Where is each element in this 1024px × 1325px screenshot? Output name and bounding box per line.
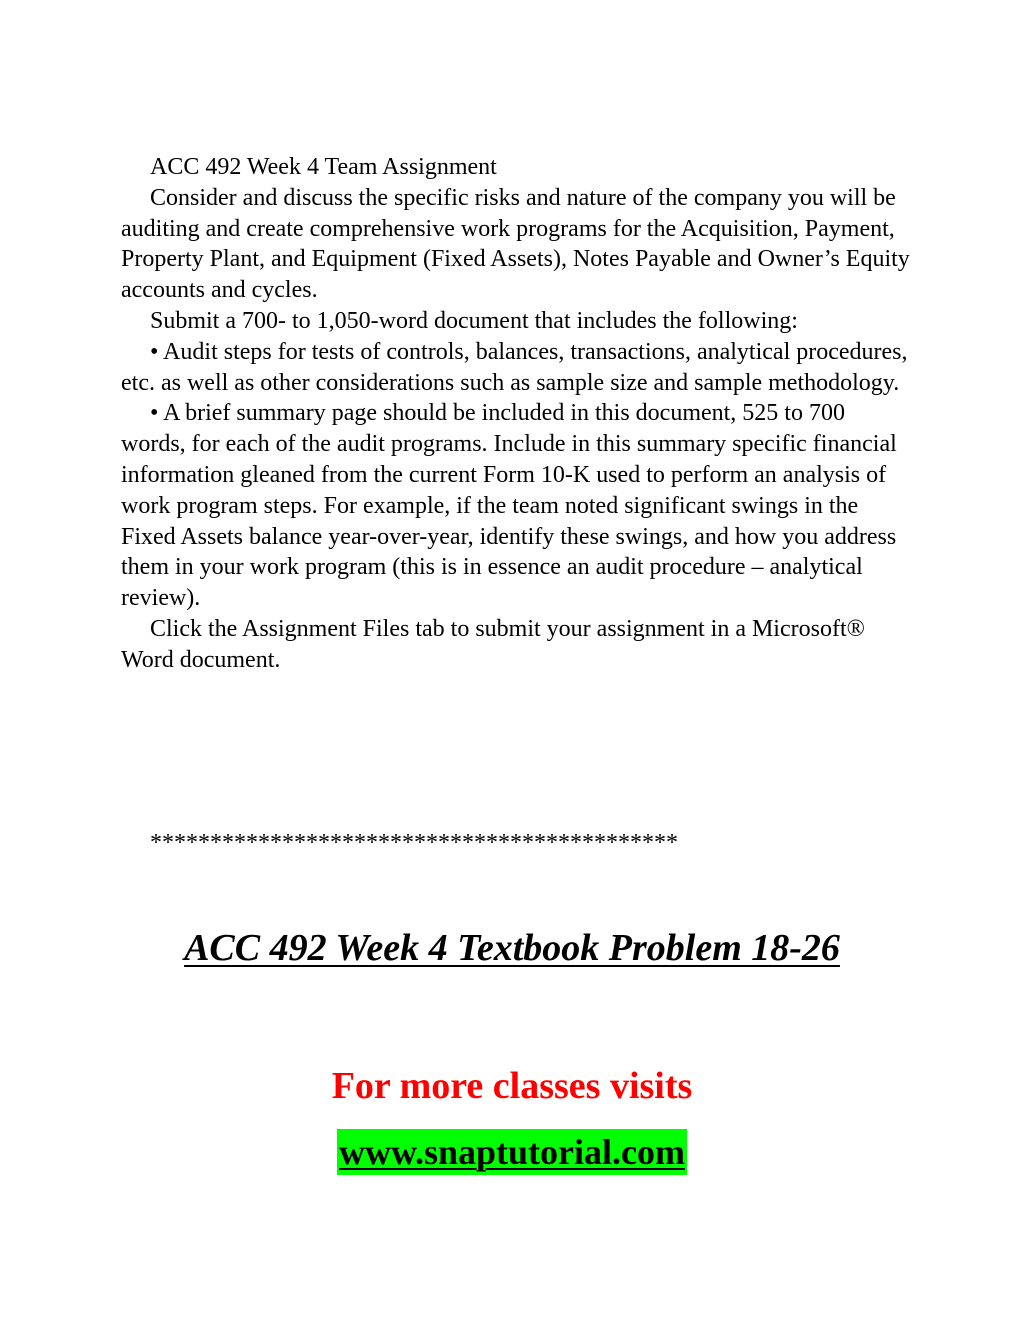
- promo-text: For more classes visits: [331, 1065, 693, 1107]
- bullet-audit-steps: • Audit steps for tests of controls, balances, transactions, analytical procedures, etc. as well as other considerations such as sample size and sample methodology.: [121, 338, 908, 396]
- section-heading: ACC 492 Week 4 Textbook Problem 18-26: [184, 927, 840, 969]
- link-container: [0, 1129, 1024, 1175]
- website-link[interactable]: www.snaptutorial.com: [337, 1129, 687, 1175]
- assignment-title: ACC 492 Week 4 Team Assignment: [150, 154, 497, 180]
- separator-line: ********************************************: [150, 830, 678, 856]
- assignment-description: Consider and discuss the specific risks and nature of the company you will be auditing and create comprehensive work programs for the Acquisition, Payment, Property Plant, and Equipment (Fixed Assets), Notes Payable and Owner’s Equity accounts and cycles.: [121, 184, 910, 304]
- submission-instructions: Submit a 700- to 1,050-word document that includes the following:: [150, 307, 798, 334]
- submission-note: Click the Assignment Files tab to submit your assignment in a Microsoft® Word document.: [121, 615, 865, 673]
- assignment-body: [121, 152, 911, 676]
- bullet-summary-page: • A brief summary page should be included in this document, 525 to 700 words, for each of the audit programs. Include in this summary specific financial information gleaned from the current Form 10-K used to perform an analysis of work program steps. For example, if the team noted significant swings in the Fixed Assets balance year-over-year, identify these swings, and how you address them in your work program (this is in essence an audit procedure – analytical review).: [121, 400, 897, 612]
